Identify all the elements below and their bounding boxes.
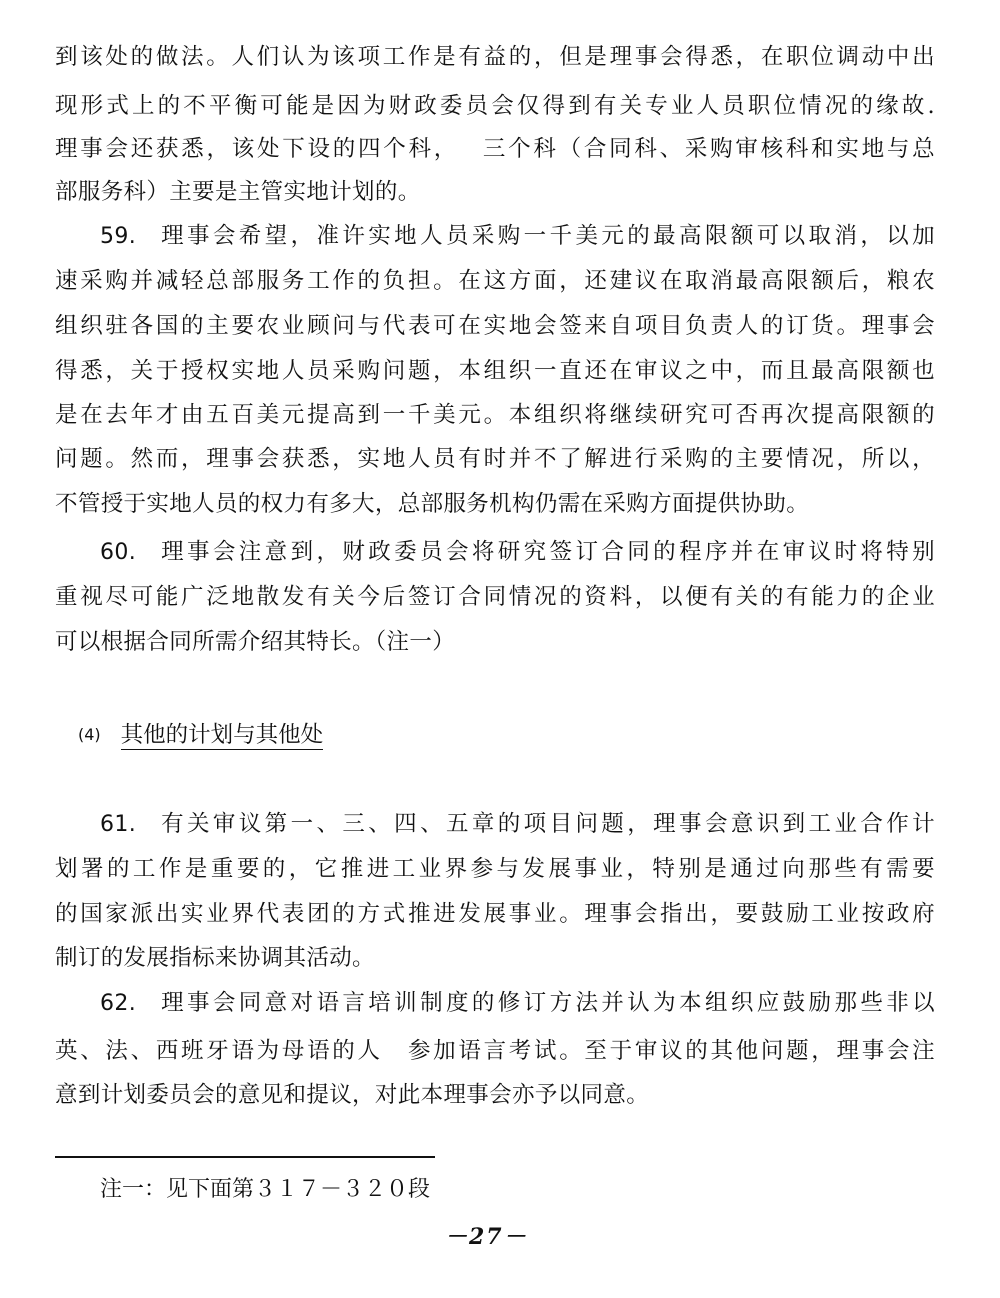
- footnote-divider: [55, 1156, 435, 1158]
- paragraph-number: 59.: [100, 224, 137, 249]
- text-line: 制订的发展指标来协调其活动。: [55, 945, 375, 971]
- text-line: 意到计划委员会的意见和提议，对此本理事会亦予以同意。: [55, 1082, 650, 1108]
- text-line: 现形式上的不平衡可能是因为财政委员会仅得到有关专业人员职位情况的缘故.: [55, 93, 935, 119]
- text-line: 理事会同意对语言培训制度的修订方法并认为本组织应鼓励那些非以: [158, 990, 935, 1016]
- text-line: 组织驻各国的主要农业顾问与代表可在实地会签来自项目负责人的订货。理事会: [55, 313, 935, 339]
- paragraph-number: 62.: [100, 991, 137, 1016]
- text-line: 有关审议第一、三、四、五章的项目问题，理事会意识到工业合作计: [158, 811, 935, 837]
- text-line: 理事会注意到，财政委员会将研究签订合同的程序并在审议时将特别: [158, 539, 935, 565]
- paragraph-number: 61.: [100, 812, 137, 837]
- text-line: 速采购并减轻总部服务工作的负担。在这方面，还建议在取消最高限额后，粮农: [55, 268, 935, 294]
- paragraph-61-first-line: [100, 809, 935, 840]
- text-line: 是在去年才由五百美元提高到一千美元。本组织将继续研究可否再次提高限额的: [55, 402, 935, 428]
- text-line: 不管授于实地人员的权力有多大，总部服务机构仍需在采购方面提供协助。: [55, 491, 810, 517]
- text-line: 理事会希望，准许实地人员采购一千美元的最高限额可以取消，以加: [158, 223, 935, 249]
- footnote: 注一：见下面第３１７－３２０段: [100, 1177, 431, 1202]
- text-line: 划署的工作是重要的，它推进工业界参与发展事业，特别是通过向那些有需要: [55, 856, 935, 882]
- page-number: －27－: [445, 1224, 528, 1250]
- text-line: 理事会还获悉，该处下设的四个科， 三个科（合同科、采购审核科和实地与总: [55, 136, 935, 162]
- paragraph-62-first-line: [100, 988, 935, 1019]
- section-heading: [78, 720, 323, 750]
- paragraph-59-first-line: [100, 221, 935, 252]
- text-line: 重视尽可能广泛地散发有关今后签订合同情况的资料，以便有关的有能力的企业: [55, 584, 935, 610]
- section-number: (4): [78, 725, 101, 744]
- text-line: 部服务科）主要是主管实地计划的。: [55, 179, 421, 205]
- text-line: 问题。然而，理事会获悉，实地人员有时并不了解进行采购的主要情况，所以，: [55, 446, 935, 472]
- paragraph-60-first-line: [100, 537, 935, 568]
- text-line: 英、法、西班牙语为母语的人 参加语言考试。至于审议的其他问题，理事会注: [55, 1038, 935, 1064]
- text-line: 得悉，关于授权实地人员采购问题，本组织一直还在审议之中，而且最高限额也: [55, 358, 935, 384]
- section-title: 其他的计划与其他处: [120, 722, 324, 748]
- paragraph-number: 60.: [100, 540, 137, 565]
- text-line: 可以根据合同所需介绍其特长。（注一）: [55, 629, 456, 655]
- text-line: 到该处的做法。人们认为该项工作是有益的，但是理事会得悉，在职位调动中出: [55, 44, 935, 70]
- text-line: 的国家派出实业界代表团的方式推进发展事业。理事会指出，要鼓励工业按政府: [55, 901, 935, 927]
